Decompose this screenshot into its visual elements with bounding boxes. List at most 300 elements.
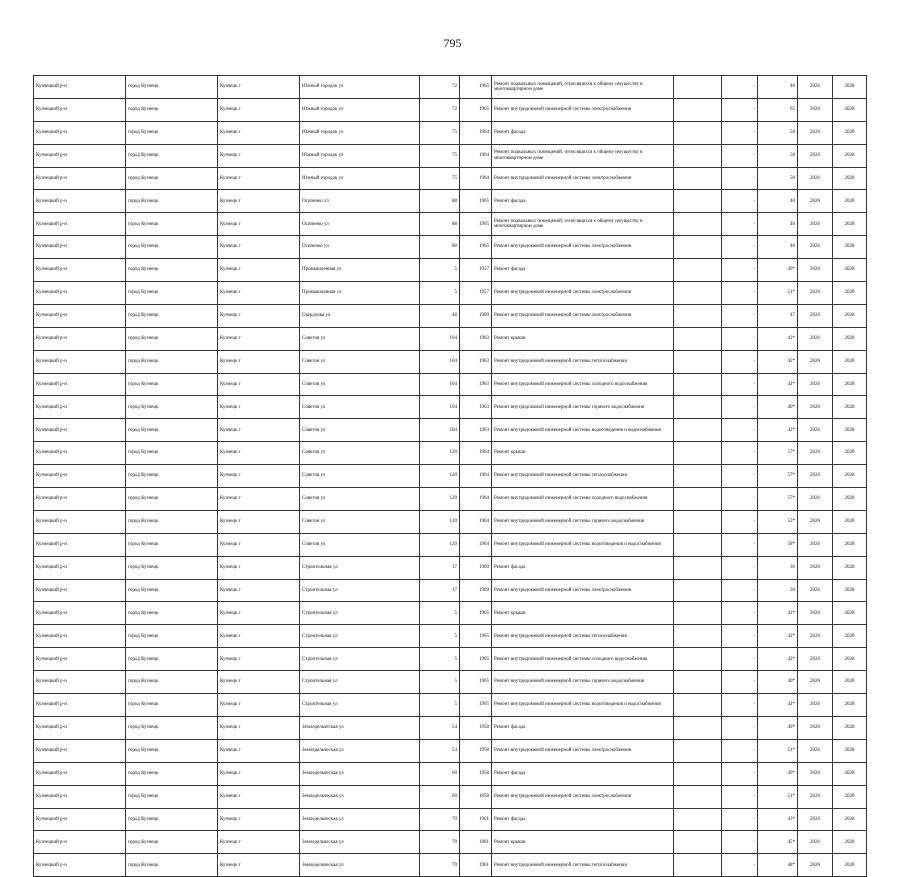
start-year-cell: 2026 xyxy=(798,510,833,533)
empty-cell xyxy=(674,190,722,213)
table-row xyxy=(34,465,867,488)
table-row xyxy=(34,648,867,671)
locality-cell: Кузнецк г xyxy=(218,671,300,694)
district-cell: Кузнецкий р-н xyxy=(34,602,126,625)
district-cell: Кузнецкий р-н xyxy=(34,510,126,533)
dash-cell: - xyxy=(722,396,758,419)
house-number-cell: 75 xyxy=(420,121,460,144)
district-cell: Кузнецкий р-н xyxy=(34,144,126,167)
municipality-cell: город Кузнецк xyxy=(126,625,218,648)
work-type-cell: Ремонт фасада xyxy=(492,259,674,282)
end-year-cell: 2028 xyxy=(833,167,867,190)
municipality-cell: город Кузнецк xyxy=(126,144,218,167)
work-type-cell: Ремонт подвальных помещений, относящихся к общему имуществу в многоквартирном доме xyxy=(492,76,674,99)
dash-cell: - xyxy=(722,579,758,602)
value-cell: 42* xyxy=(758,373,798,396)
municipality-cell: город Кузнецк xyxy=(126,76,218,99)
empty-cell xyxy=(674,144,722,167)
municipality-cell: город Кузнецк xyxy=(126,533,218,556)
district-cell: Кузнецкий р-н xyxy=(34,808,126,831)
work-type-cell: Ремонт внутридомовой инженерной системы горячего водоснабжения xyxy=(492,671,674,694)
end-year-cell: 2028 xyxy=(833,236,867,259)
end-year-cell: 2028 xyxy=(833,76,867,99)
locality-cell: Кузнецк г xyxy=(218,98,300,121)
build-year-cell: 1963 xyxy=(460,350,492,373)
locality-cell: Кузнецк г xyxy=(218,76,300,99)
street-cell: Осипенко ул xyxy=(300,236,420,259)
end-year-cell: 2028 xyxy=(833,327,867,350)
table-row xyxy=(34,625,867,648)
dash-cell: - xyxy=(722,98,758,121)
street-cell: Южный городок ул xyxy=(300,144,420,167)
table-row xyxy=(34,350,867,373)
work-type-cell: Ремонт внутридомовой инженерной системы холодного водоснабжения xyxy=(492,373,674,396)
municipality-cell: город Кузнецк xyxy=(126,556,218,579)
table-row xyxy=(34,602,867,625)
table-row xyxy=(34,327,867,350)
dash-cell: - xyxy=(722,465,758,488)
page-number: 795 xyxy=(443,36,462,50)
locality-cell: Кузнецк г xyxy=(218,694,300,717)
empty-cell xyxy=(674,831,722,854)
table-row xyxy=(34,579,867,602)
district-cell: Кузнецкий р-н xyxy=(34,694,126,717)
dash-cell: - xyxy=(722,831,758,854)
value-cell: 42* xyxy=(758,648,798,671)
end-year-cell: 2028 xyxy=(833,121,867,144)
start-year-cell: 2026 xyxy=(798,327,833,350)
table-row xyxy=(34,831,867,854)
value-cell: 51* xyxy=(758,282,798,305)
work-type-cell: Ремонт фасада xyxy=(492,808,674,831)
district-cell: Кузнецкий р-н xyxy=(34,304,126,327)
municipality-cell: город Кузнецк xyxy=(126,190,218,213)
end-year-cell: 2028 xyxy=(833,648,867,671)
value-cell: 53* xyxy=(758,510,798,533)
dash-cell: - xyxy=(722,236,758,259)
value-cell: 42* xyxy=(758,419,798,442)
table-row xyxy=(34,76,867,99)
end-year-cell: 2028 xyxy=(833,556,867,579)
dash-cell: - xyxy=(722,671,758,694)
value-cell: 57* xyxy=(758,488,798,511)
house-number-cell: 104 xyxy=(420,396,460,419)
value-cell: 42* xyxy=(758,694,798,717)
dash-cell: - xyxy=(722,602,758,625)
district-cell: Кузнецкий р-н xyxy=(34,236,126,259)
district-cell: Кузнецкий р-н xyxy=(34,533,126,556)
work-type-cell: Ремонт внутридомовой инженерной системы горячего водоснабжения xyxy=(492,510,674,533)
locality-cell: Кузнецк г xyxy=(218,831,300,854)
municipality-cell: город Кузнецк xyxy=(126,716,218,739)
locality-cell: Кузнецк г xyxy=(218,533,300,556)
value-cell: 43* xyxy=(758,808,798,831)
district-cell: Кузнецкий р-н xyxy=(34,396,126,419)
street-cell: Советов ул xyxy=(300,373,420,396)
work-type-cell: Ремонт внутридомовой инженерной системы водоотведения и водоснабжения xyxy=(492,533,674,556)
table-row xyxy=(34,556,867,579)
street-cell: Строительная ул xyxy=(300,694,420,717)
district-cell: Кузнецкий р-н xyxy=(34,373,126,396)
empty-cell xyxy=(674,419,722,442)
build-year-cell: 1964 xyxy=(460,510,492,533)
district-cell: Кузнецкий р-н xyxy=(34,213,126,236)
start-year-cell: 2026 xyxy=(798,396,833,419)
district-cell: Кузнецкий р-н xyxy=(34,785,126,808)
street-cell: Земледельческая ул xyxy=(300,808,420,831)
start-year-cell: 2026 xyxy=(798,602,833,625)
start-year-cell: 2026 xyxy=(798,304,833,327)
house-number-cell: 5 xyxy=(420,282,460,305)
value-cell: 51* xyxy=(758,739,798,762)
build-year-cell: 1964 xyxy=(460,121,492,144)
street-cell: Советов ул xyxy=(300,419,420,442)
empty-cell xyxy=(674,236,722,259)
end-year-cell: 2028 xyxy=(833,831,867,854)
dash-cell: - xyxy=(722,488,758,511)
street-cell: Строительная ул xyxy=(300,579,420,602)
end-year-cell: 2028 xyxy=(833,602,867,625)
dash-cell: - xyxy=(722,327,758,350)
table-row xyxy=(34,98,867,121)
municipality-cell: город Кузнецк xyxy=(126,739,218,762)
start-year-cell: 2026 xyxy=(798,671,833,694)
house-number-cell: 75 xyxy=(420,144,460,167)
municipality-cell: город Кузнецк xyxy=(126,442,218,465)
dash-cell: - xyxy=(722,350,758,373)
dash-cell: - xyxy=(722,213,758,236)
empty-cell xyxy=(674,556,722,579)
house-number-cell: 5 xyxy=(420,671,460,694)
table-row xyxy=(34,694,867,717)
start-year-cell: 2026 xyxy=(798,98,833,121)
value-cell: 50 xyxy=(758,121,798,144)
dash-cell: - xyxy=(722,419,758,442)
start-year-cell: 2026 xyxy=(798,648,833,671)
house-number-cell: 88 xyxy=(420,236,460,259)
house-number-cell: 54 xyxy=(420,739,460,762)
end-year-cell: 2028 xyxy=(833,190,867,213)
start-year-cell: 2026 xyxy=(798,694,833,717)
table-row xyxy=(34,419,867,442)
start-year-cell: 2026 xyxy=(798,716,833,739)
locality-cell: Кузнецк г xyxy=(218,442,300,465)
municipality-cell: город Кузнецк xyxy=(126,304,218,327)
empty-cell xyxy=(674,648,722,671)
dash-cell: - xyxy=(722,739,758,762)
end-year-cell: 2028 xyxy=(833,762,867,785)
street-cell: Строительная ул xyxy=(300,556,420,579)
value-cell: 40 xyxy=(758,213,798,236)
locality-cell: Кузнецк г xyxy=(218,556,300,579)
district-cell: Кузнецкий р-н xyxy=(34,556,126,579)
work-type-cell: Ремонт внутридомовой инженерной системы водоотведения и водоснабжения xyxy=(492,694,674,717)
house-number-cell: 70 xyxy=(420,831,460,854)
build-year-cell: 1964 xyxy=(460,488,492,511)
municipality-cell: город Кузнецк xyxy=(126,259,218,282)
street-cell: Южный городок ул xyxy=(300,121,420,144)
start-year-cell: 2026 xyxy=(798,282,833,305)
table-row xyxy=(34,762,867,785)
work-type-cell: Ремонт внутридомовой инженерной системы электроснабжения xyxy=(492,98,674,121)
start-year-cell: 2026 xyxy=(798,350,833,373)
work-type-cell: Ремонт внутридомовой инженерной системы теплоснабжения xyxy=(492,854,674,877)
empty-cell xyxy=(674,739,722,762)
locality-cell: Кузнецк г xyxy=(218,808,300,831)
district-cell: Кузнецкий р-н xyxy=(34,419,126,442)
empty-cell xyxy=(674,304,722,327)
build-year-cell: 1965 xyxy=(460,694,492,717)
locality-cell: Кузнецк г xyxy=(218,739,300,762)
empty-cell xyxy=(674,76,722,99)
work-type-cell: Ремонт внутридомовой инженерной системы электроснабжения xyxy=(492,739,674,762)
build-year-cell: 1957 xyxy=(460,282,492,305)
empty-cell xyxy=(674,694,722,717)
street-cell: Земледельческая ул xyxy=(300,831,420,854)
work-type-cell: Ремонт внутридомовой инженерной системы электроснабжения xyxy=(492,236,674,259)
start-year-cell: 2026 xyxy=(798,556,833,579)
empty-cell xyxy=(674,465,722,488)
start-year-cell: 2026 xyxy=(798,762,833,785)
value-cell: 50 xyxy=(758,144,798,167)
empty-cell xyxy=(674,602,722,625)
end-year-cell: 2028 xyxy=(833,442,867,465)
value-cell: 30 xyxy=(758,579,798,602)
start-year-cell: 2026 xyxy=(798,831,833,854)
street-cell: Советов ул xyxy=(300,488,420,511)
work-type-cell: Ремонт внутридомовой инженерной системы холодного водоснабжения xyxy=(492,488,674,511)
house-number-cell: 75 xyxy=(420,167,460,190)
start-year-cell: 2026 xyxy=(798,739,833,762)
district-cell: Кузнецкий р-н xyxy=(34,282,126,305)
municipality-cell: город Кузнецк xyxy=(126,762,218,785)
value-cell: 48* xyxy=(758,854,798,877)
house-number-cell: 120 xyxy=(420,488,460,511)
dash-cell: - xyxy=(722,694,758,717)
empty-cell xyxy=(674,98,722,121)
street-cell: Строительная ул xyxy=(300,671,420,694)
street-cell: Советов ул xyxy=(300,510,420,533)
work-type-cell: Ремонт внутридомовой инженерной системы теплоснабжения xyxy=(492,625,674,648)
value-cell: 49* xyxy=(758,762,798,785)
value-cell: 51* xyxy=(758,785,798,808)
street-cell: Южный городок ул xyxy=(300,98,420,121)
table-row xyxy=(34,304,867,327)
end-year-cell: 2028 xyxy=(833,488,867,511)
empty-cell xyxy=(674,282,722,305)
start-year-cell: 2026 xyxy=(798,236,833,259)
empty-cell xyxy=(674,671,722,694)
work-type-cell: Ремонт фасада xyxy=(492,762,674,785)
empty-cell xyxy=(674,533,722,556)
table-row xyxy=(34,190,867,213)
work-type-cell: Ремонт крыши xyxy=(492,831,674,854)
empty-cell xyxy=(674,396,722,419)
street-cell: Южный городок ул xyxy=(300,76,420,99)
table-row xyxy=(34,854,867,877)
work-type-cell: Ремонт внутридомовой инженерной системы электроснабжения xyxy=(492,304,674,327)
street-cell: Строительная ул xyxy=(300,625,420,648)
dash-cell: - xyxy=(722,259,758,282)
district-cell: Кузнецкий р-н xyxy=(34,579,126,602)
locality-cell: Кузнецк г xyxy=(218,419,300,442)
start-year-cell: 2026 xyxy=(798,579,833,602)
district-cell: Кузнецкий р-н xyxy=(34,98,126,121)
district-cell: Кузнецкий р-н xyxy=(34,671,126,694)
district-cell: Кузнецкий р-н xyxy=(34,76,126,99)
house-number-cell: 88 xyxy=(420,190,460,213)
locality-cell: Кузнецк г xyxy=(218,190,300,213)
dash-cell: - xyxy=(722,121,758,144)
empty-cell xyxy=(674,442,722,465)
locality-cell: Кузнецк г xyxy=(218,304,300,327)
work-type-cell: Ремонт внутридомовой инженерной системы горячего водоснабжения xyxy=(492,396,674,419)
end-year-cell: 2028 xyxy=(833,694,867,717)
empty-cell xyxy=(674,625,722,648)
empty-cell xyxy=(674,716,722,739)
build-year-cell: 1965 xyxy=(460,602,492,625)
municipality-cell: город Кузнецк xyxy=(126,510,218,533)
locality-cell: Кузнецк г xyxy=(218,350,300,373)
build-year-cell: 1963 xyxy=(460,396,492,419)
street-cell: Промышленная ул xyxy=(300,282,420,305)
build-year-cell: 1964 xyxy=(460,533,492,556)
empty-cell xyxy=(674,167,722,190)
district-cell: Кузнецкий р-н xyxy=(34,762,126,785)
dash-cell: - xyxy=(722,625,758,648)
municipality-cell: город Кузнецк xyxy=(126,854,218,877)
street-cell: Советов ул xyxy=(300,350,420,373)
street-cell: Строительная ул xyxy=(300,602,420,625)
build-year-cell: 1958 xyxy=(460,785,492,808)
table-row xyxy=(34,121,867,144)
district-cell: Кузнецкий р-н xyxy=(34,831,126,854)
start-year-cell: 2026 xyxy=(798,442,833,465)
street-cell: Земледельческая ул xyxy=(300,762,420,785)
empty-cell xyxy=(674,785,722,808)
empty-cell xyxy=(674,373,722,396)
dash-cell: - xyxy=(722,808,758,831)
table-row xyxy=(34,716,867,739)
street-cell: Строительная ул xyxy=(300,648,420,671)
dash-cell: - xyxy=(722,716,758,739)
start-year-cell: 2026 xyxy=(798,488,833,511)
empty-cell xyxy=(674,808,722,831)
work-type-cell: Ремонт фасада xyxy=(492,121,674,144)
build-year-cell: 1969 xyxy=(460,304,492,327)
value-cell: 50 xyxy=(758,167,798,190)
value-cell: 42* xyxy=(758,602,798,625)
start-year-cell: 2026 xyxy=(798,625,833,648)
street-cell: Земледельческая ул xyxy=(300,785,420,808)
end-year-cell: 2028 xyxy=(833,716,867,739)
district-cell: Кузнецкий р-н xyxy=(34,716,126,739)
value-cell: 30 xyxy=(758,556,798,579)
work-type-cell: Ремонт крыши xyxy=(492,327,674,350)
locality-cell: Кузнецк г xyxy=(218,488,300,511)
build-year-cell: 1957 xyxy=(460,259,492,282)
work-type-cell: Ремонт внутридомовой инженерной системы электроснабжения xyxy=(492,282,674,305)
build-year-cell: 1965 xyxy=(460,236,492,259)
end-year-cell: 2028 xyxy=(833,854,867,877)
house-number-cell: 104 xyxy=(420,373,460,396)
start-year-cell: 2026 xyxy=(798,213,833,236)
house-number-cell: 60 xyxy=(420,785,460,808)
empty-cell xyxy=(674,121,722,144)
end-year-cell: 2028 xyxy=(833,98,867,121)
value-cell: 40* xyxy=(758,671,798,694)
work-type-cell: Ремонт фасада xyxy=(492,190,674,213)
work-type-cell: Ремонт внутридомовой инженерной системы водоотведения и водоснабжения xyxy=(492,419,674,442)
table-row xyxy=(34,236,867,259)
house-number-cell: 70 xyxy=(420,808,460,831)
value-cell: 58* xyxy=(758,533,798,556)
municipality-cell: город Кузнецк xyxy=(126,785,218,808)
locality-cell: Кузнецк г xyxy=(218,213,300,236)
municipality-cell: город Кузнецк xyxy=(126,350,218,373)
value-cell: 49* xyxy=(758,259,798,282)
street-cell: Осипенко ул xyxy=(300,213,420,236)
locality-cell: Кузнецк г xyxy=(218,510,300,533)
district-cell: Кузнецкий р-н xyxy=(34,167,126,190)
municipality-cell: город Кузнецк xyxy=(126,694,218,717)
locality-cell: Кузнецк г xyxy=(218,396,300,419)
start-year-cell: 2026 xyxy=(798,190,833,213)
house-number-cell: 17 xyxy=(420,556,460,579)
street-cell: Советов ул xyxy=(300,442,420,465)
build-year-cell: 1963 xyxy=(460,373,492,396)
build-year-cell: 1964 xyxy=(460,167,492,190)
end-year-cell: 2028 xyxy=(833,304,867,327)
district-cell: Кузнецкий р-н xyxy=(34,259,126,282)
dash-cell: - xyxy=(722,785,758,808)
locality-cell: Кузнецк г xyxy=(218,762,300,785)
street-cell: Земледельческая ул xyxy=(300,716,420,739)
work-type-cell: Ремонт крыши xyxy=(492,442,674,465)
start-year-cell: 2026 xyxy=(798,465,833,488)
build-year-cell: 1961 xyxy=(460,808,492,831)
house-number-cell: 104 xyxy=(420,327,460,350)
value-cell: 42* xyxy=(758,327,798,350)
locality-cell: Кузнецк г xyxy=(218,282,300,305)
house-number-cell: 120 xyxy=(420,510,460,533)
district-cell: Кузнецкий р-н xyxy=(34,327,126,350)
build-year-cell: 1965 xyxy=(460,98,492,121)
start-year-cell: 2026 xyxy=(798,76,833,99)
house-number-cell: 5 xyxy=(420,694,460,717)
locality-cell: Кузнецк г xyxy=(218,259,300,282)
end-year-cell: 2028 xyxy=(833,533,867,556)
end-year-cell: 2028 xyxy=(833,671,867,694)
work-type-cell: Ремонт подвальных помещений, относящихся к общему имуществу в многоквартирном доме xyxy=(492,144,674,167)
work-type-cell: Ремонт внутридомовой инженерной системы электроснабжения xyxy=(492,785,674,808)
end-year-cell: 2028 xyxy=(833,282,867,305)
locality-cell: Кузнецк г xyxy=(218,327,300,350)
end-year-cell: 2028 xyxy=(833,579,867,602)
build-year-cell: 1964 xyxy=(460,442,492,465)
build-year-cell: 1965 xyxy=(460,625,492,648)
municipality-cell: город Кузнецк xyxy=(126,327,218,350)
end-year-cell: 2028 xyxy=(833,808,867,831)
municipality-cell: город Кузнецк xyxy=(126,602,218,625)
end-year-cell: 2028 xyxy=(833,259,867,282)
locality-cell: Кузнецк г xyxy=(218,716,300,739)
build-year-cell: 1965 xyxy=(460,648,492,671)
house-number-cell: 120 xyxy=(420,533,460,556)
municipality-cell: город Кузнецк xyxy=(126,671,218,694)
table-row xyxy=(34,739,867,762)
dash-cell: - xyxy=(722,510,758,533)
